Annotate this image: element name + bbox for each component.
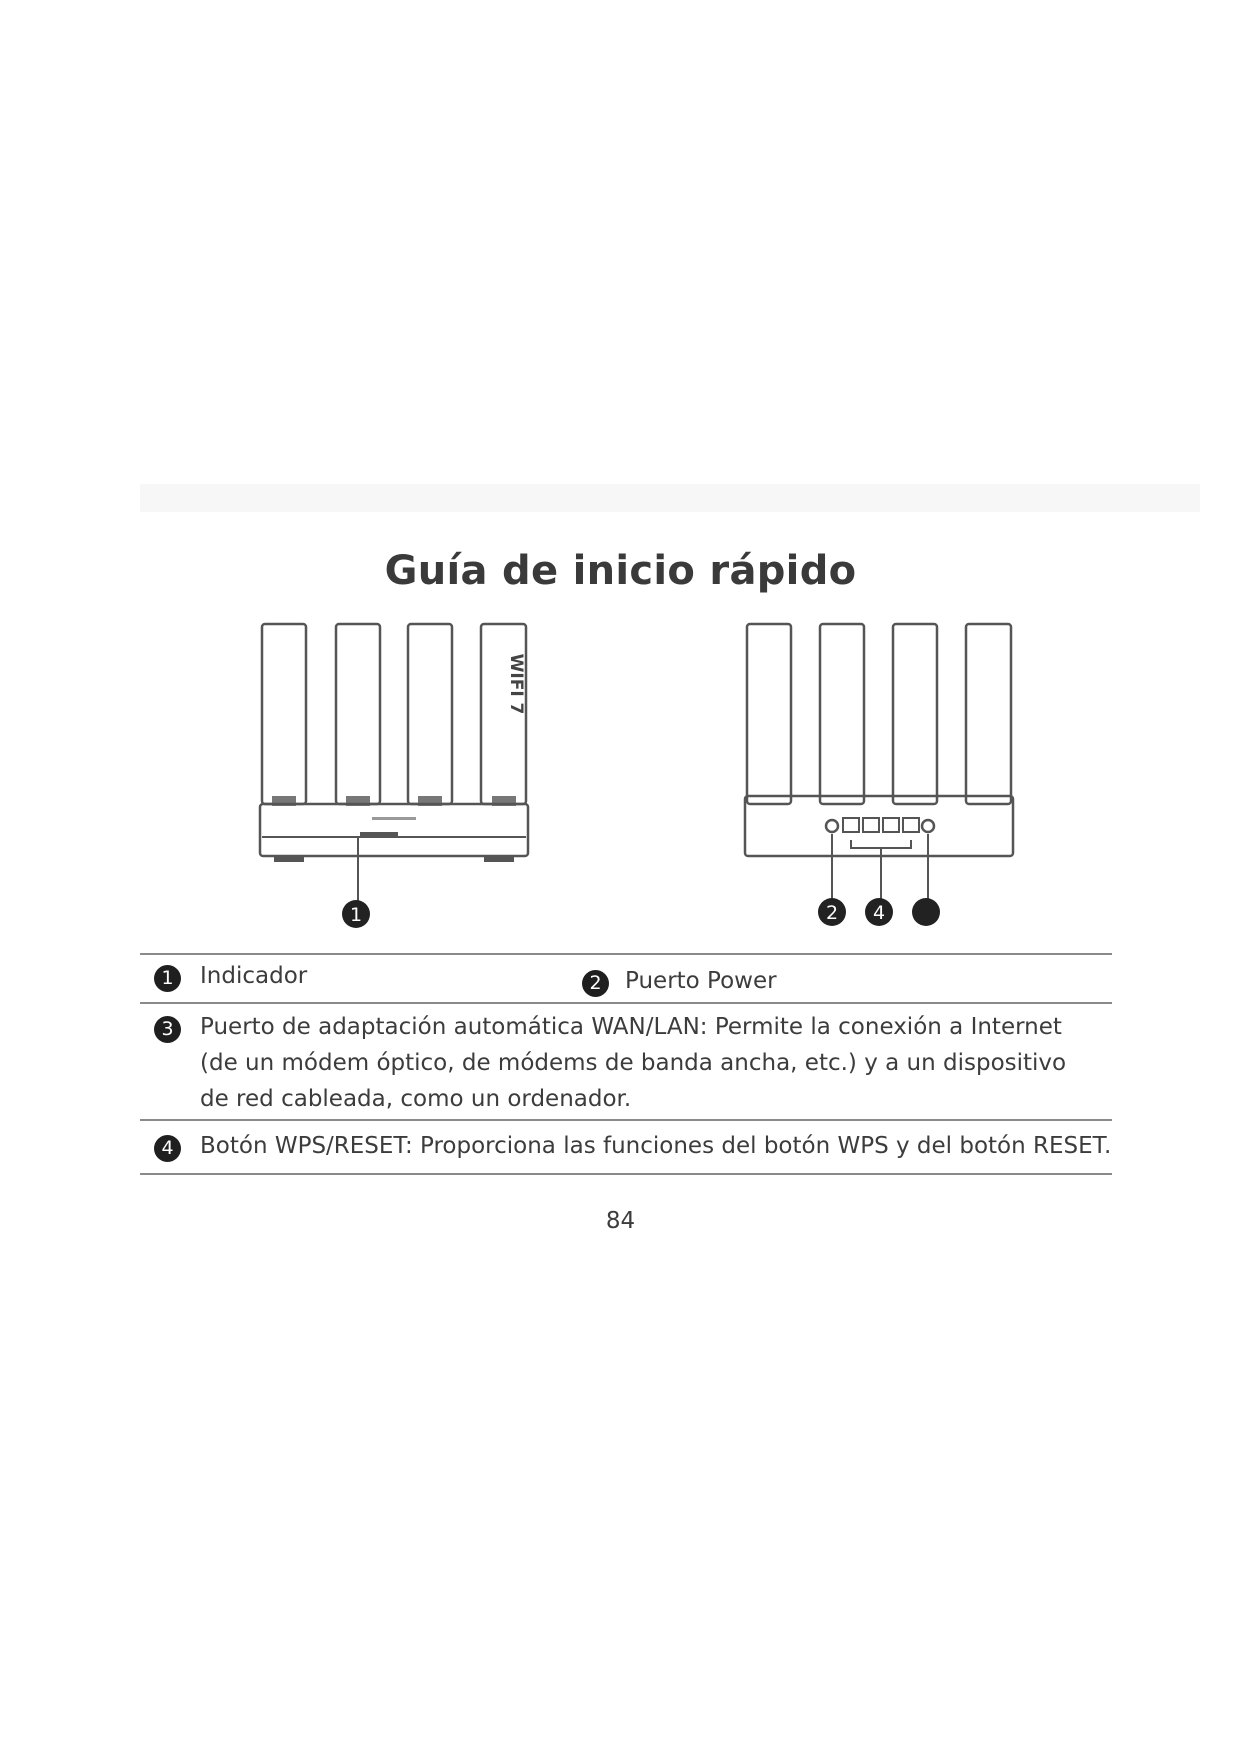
page-title: Guía de inicio rápido (384, 548, 857, 594)
item-3-text: Puerto de adaptación automática WAN/LAN: Permite la conexión a Internet (de un módem óptico, de módems de banda ancha, etc.) y a un dispositivo de red cableada, como un ordenador. (200, 1014, 1067, 1112)
callout-1-front (342, 900, 370, 928)
callout-3-rear (912, 898, 940, 926)
callout-4-rear (865, 898, 893, 926)
item-4-text: Botón WPS/RESET: Proporciona las funciones del botón WPS y del botón RESET. (200, 1133, 1112, 1159)
router-rear-view (745, 624, 1013, 902)
table-bottom-rule (140, 1173, 1112, 1175)
svg-text:4: 4 (872, 902, 886, 924)
item-2-badge: 2 (582, 970, 609, 997)
faint-scan-band (140, 484, 1200, 512)
svg-text:1: 1 (349, 904, 363, 926)
callout-2-rear (818, 898, 846, 926)
item-4-badge: 4 (154, 1135, 181, 1162)
wifi7-antenna-label: WIFI 7 (506, 653, 526, 715)
table-row-rule-2 (140, 1119, 1112, 1121)
table-row-rule-1 (140, 1002, 1112, 1004)
item-3-badge: 3 (154, 1016, 181, 1043)
router-front-view (260, 624, 528, 904)
item-1-badge: 1 (154, 965, 181, 992)
item-2-text: Puerto Power (625, 968, 777, 994)
page-number: 84 (605, 1208, 636, 1234)
table-top-rule (140, 953, 1112, 955)
router-illustration (0, 612, 1241, 942)
svg-text:2: 2 (825, 902, 839, 924)
item-1-text: Indicador (200, 963, 308, 989)
